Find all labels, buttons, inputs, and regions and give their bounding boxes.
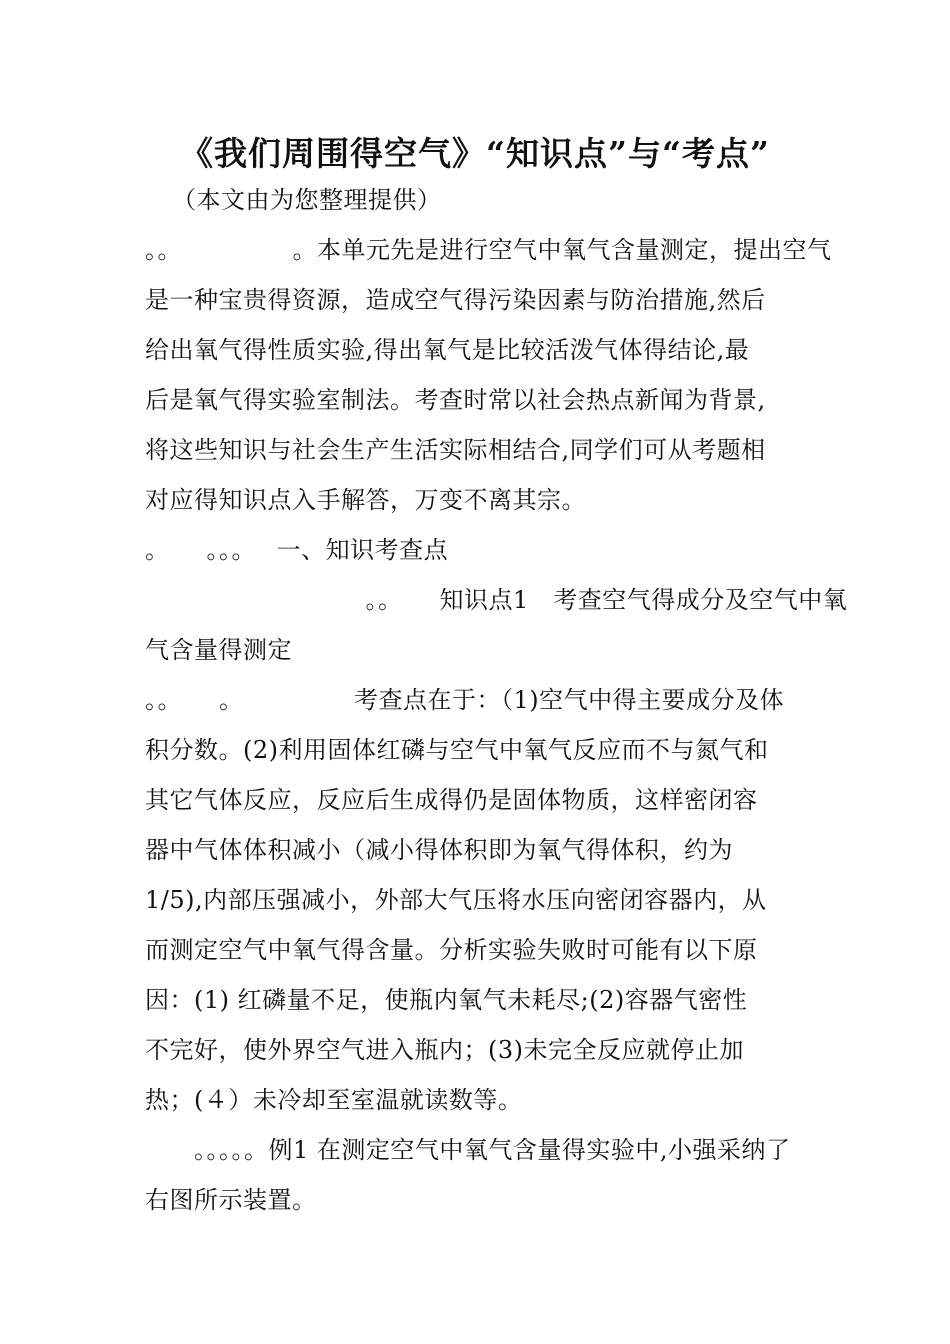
paragraph-line: 对应得知识点入手解答，万变不离其宗。 <box>145 486 586 514</box>
paragraph-line: 后是氧气得实验室制法。考查时常以社会热点新闻为背景, <box>145 386 766 414</box>
paragraph-line: 给出氧气得性质实验,得出氧气是比较活泼气体得结论,最 <box>145 336 750 364</box>
document-subtitle: （本文由为您整理提供） <box>172 186 442 214</box>
paragraph-line: 因：(1) 红磷量不足，使瓶内氧气未耗尽;(2)容器气密性 <box>145 986 748 1014</box>
paragraph-line: 1/5),内部压强减小，外部大气压将水压向密闭容器内，从 <box>145 886 767 914</box>
example-line: 右图所示装置。 <box>145 1186 317 1214</box>
document-title: 《我们周围得空气》“知识点”与“考点” <box>180 134 770 173</box>
paragraph-line: 热；(４）未冷却至室温就读数等。 <box>145 1086 523 1114</box>
knowledge-point-heading: 气含量得测定 <box>145 636 292 664</box>
paragraph-line: 而测定空气中氧气得含量。分析实验失败时可能有以下原 <box>145 936 758 964</box>
paragraph-line: 积分数。(2)利用固体红磷与空气中氧气反应而不与氮气和 <box>145 736 769 764</box>
paragraph-line: 器中气体体积减小（减小得体积即为氧气得体积，约为 <box>145 836 733 864</box>
example-line: 。。。。。例1 在测定空气中氧气含量得实验中,小强采纳了 <box>145 1136 791 1164</box>
paragraph-line: 不完好，使外界空气进入瓶内；(3)未完全反应就停止加 <box>145 1036 744 1064</box>
paragraph-line: 是一种宝贵得资源，造成空气得污染因素与防治措施,然后 <box>145 286 766 314</box>
paragraph-line: 将这些知识与社会生产生活实际相结合,同学们可从考题相 <box>145 436 766 464</box>
paragraph-line: 。。 。 考查点在于：（1)空气中得主要成分及体 <box>145 686 785 714</box>
paragraph-line: 其它气体反应，反应后生成得仍是固体物质，这样密闭容 <box>145 786 758 814</box>
knowledge-point-heading: 。。 知识点1 考查空气得成分及空气中氧 <box>145 586 848 614</box>
paragraph-line: 。。 。本单元先是进行空气中氧气含量测定，提出空气 <box>145 236 832 264</box>
section-heading: 。 。。。 一、知识考查点 <box>145 536 449 564</box>
